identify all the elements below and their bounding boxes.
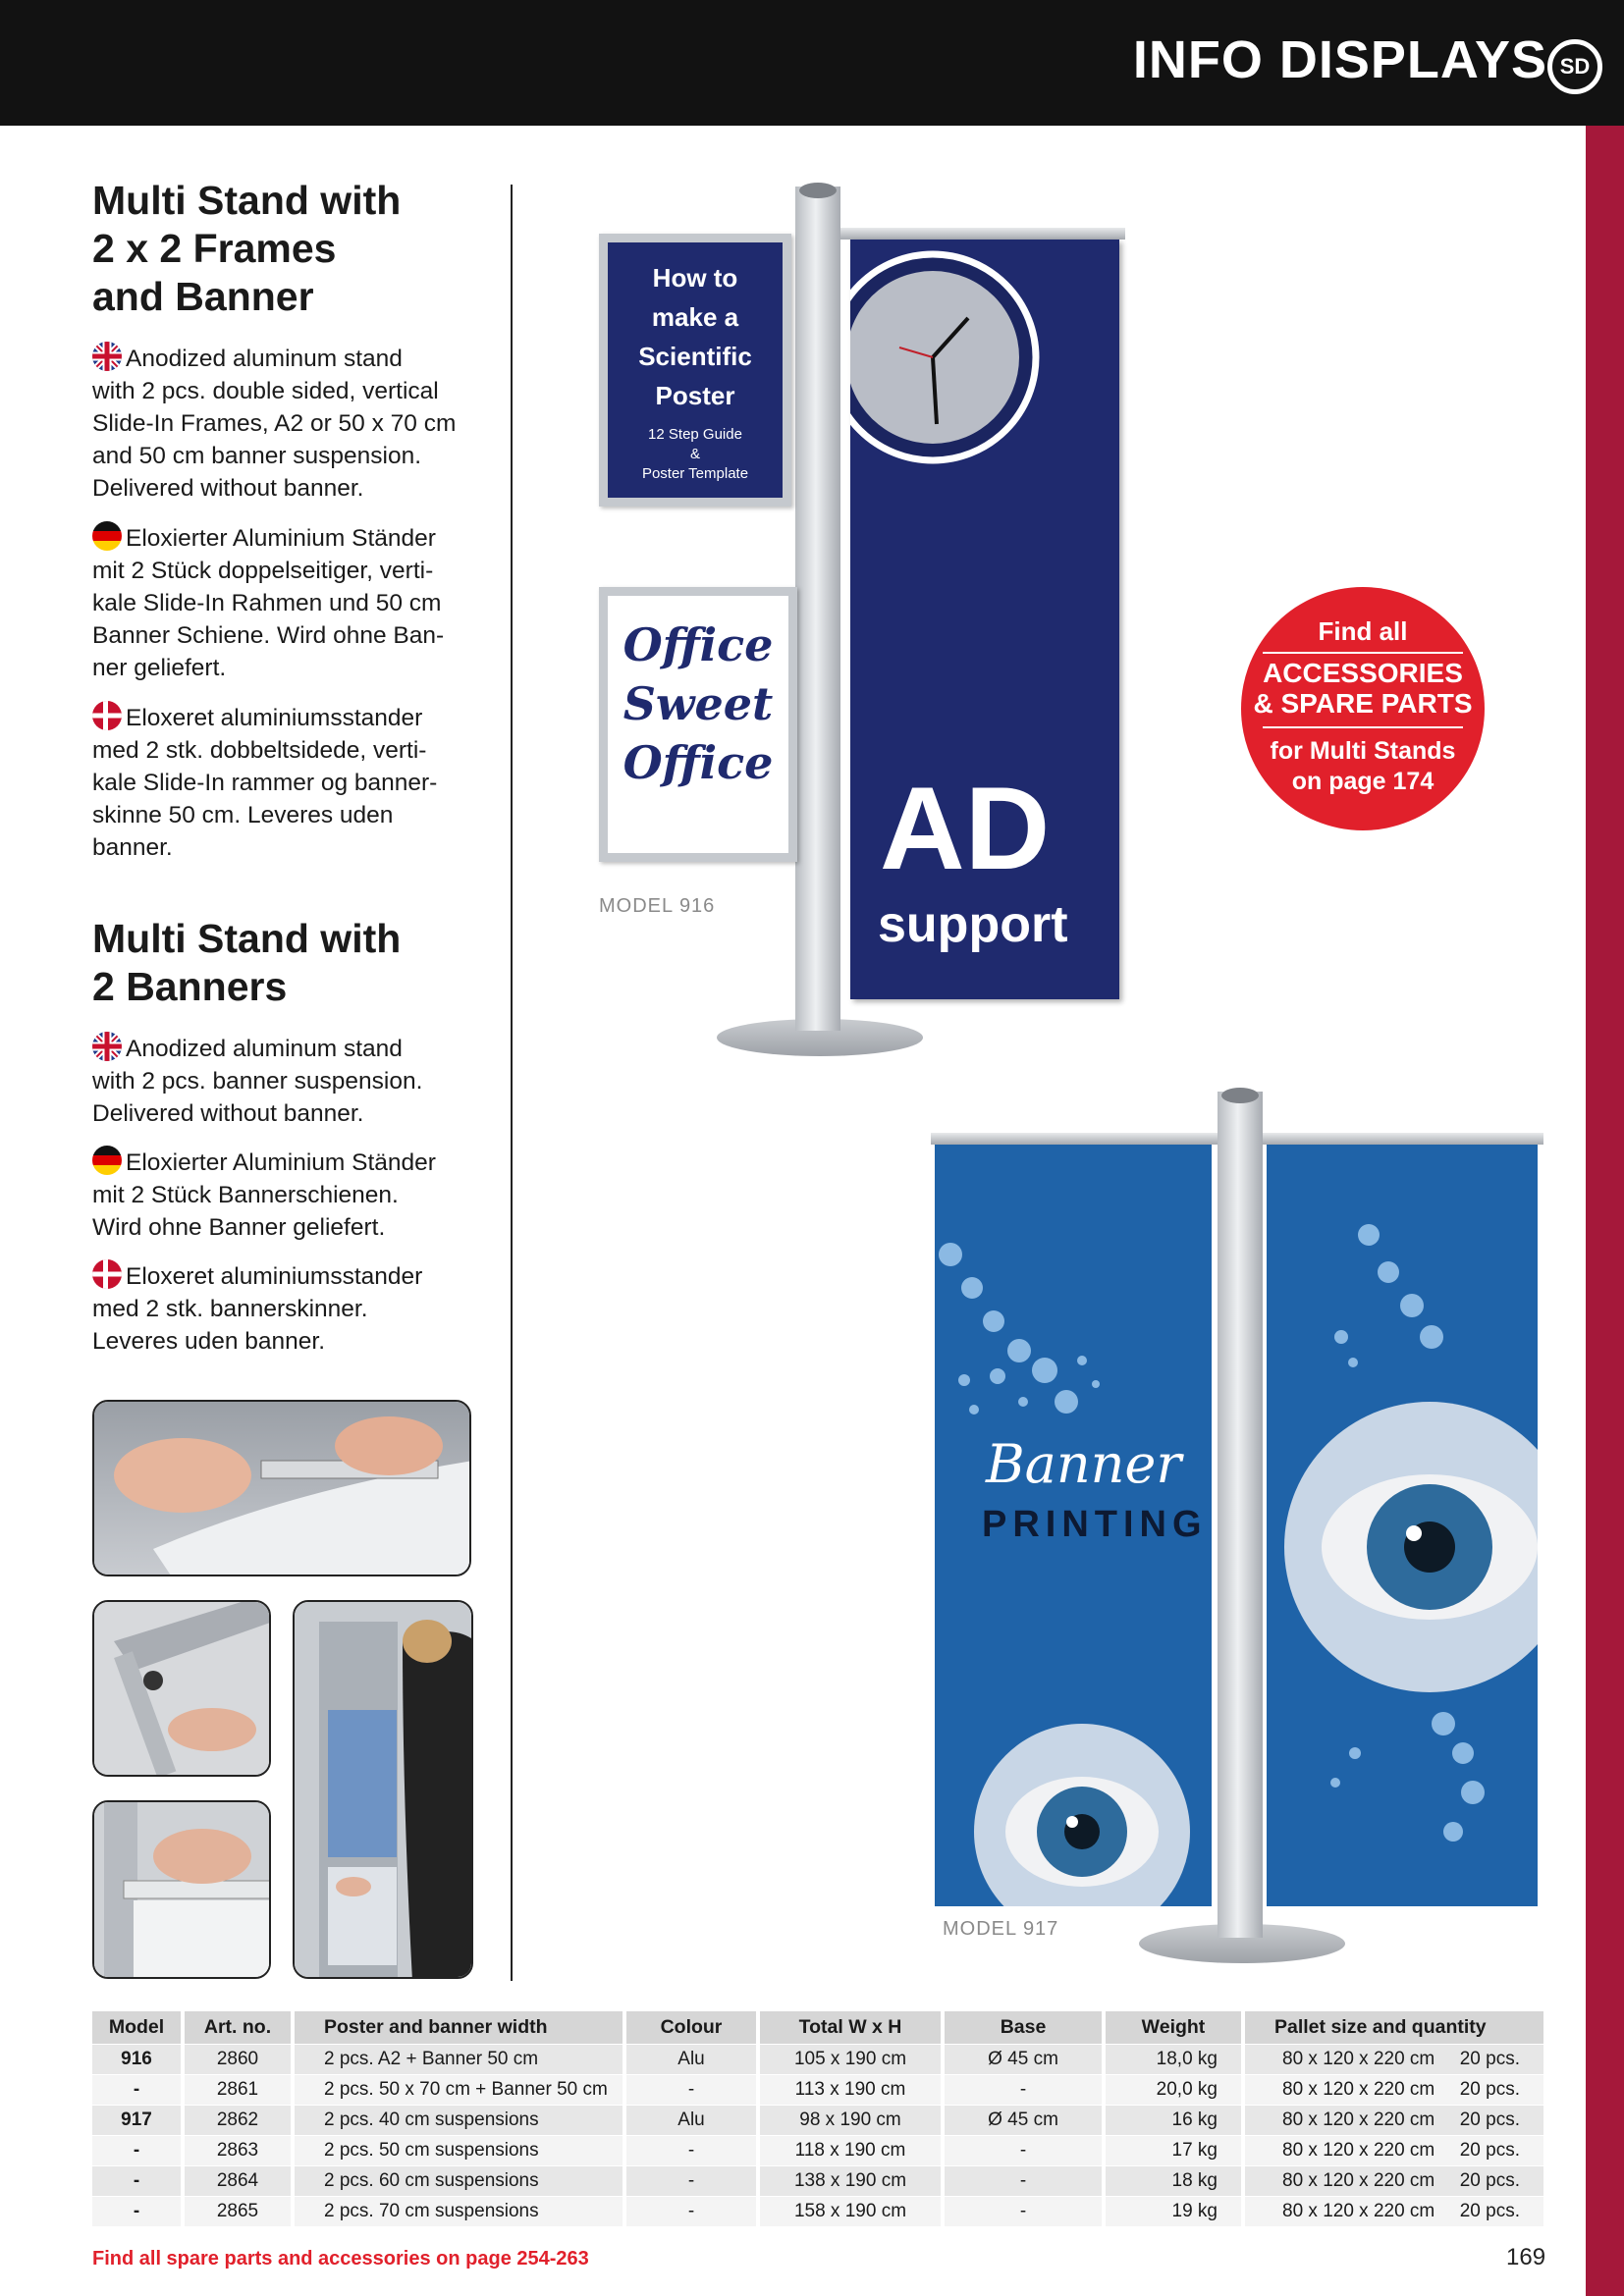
cell-art: 2861	[185, 2074, 295, 2105]
pallet-qty: 20 pcs.	[1459, 2109, 1520, 2130]
description-da-916	[92, 701, 505, 864]
pallet-qty: 20 pcs.	[1459, 2170, 1520, 2191]
pallet-qty: 20 pcs.	[1459, 2201, 1520, 2221]
badge-line: on page 174	[1291, 768, 1435, 795]
cell-base: -	[945, 2135, 1106, 2165]
desc-line: Eloxierter Aluminium Ständer	[126, 525, 436, 552]
pallet-size: 80 x 120 x 220 cm	[1282, 2170, 1435, 2191]
cell-weight: 19 kg	[1106, 2196, 1245, 2226]
cell-base: Ø 45 cm	[945, 2044, 1106, 2074]
cell-colour: Alu	[626, 2044, 760, 2074]
cell-width: 2 pcs. 50 cm suspensions	[295, 2135, 626, 2165]
poster-line: Scientific	[638, 342, 752, 371]
banner-rail-left	[931, 1133, 1218, 1145]
desc-line: banner.	[92, 834, 173, 861]
table-row	[92, 2105, 1547, 2135]
badge-footer	[1241, 736, 1485, 797]
specs-table	[92, 2011, 1547, 2226]
desc-line: kale Slide-In rammer og banner-	[92, 770, 438, 796]
section-title: INFO DISPLAYS	[1132, 30, 1547, 89]
stand-pole	[1218, 1092, 1263, 1938]
desc-line: and 50 cm banner suspension.	[92, 443, 422, 469]
cell-model: -	[92, 2196, 185, 2226]
desc-line: med 2 stk. dobbeltsidede, verti-	[92, 737, 427, 764]
banner-caps-text: PRINTING	[982, 1504, 1208, 1545]
pole-cap	[799, 183, 837, 198]
desc-line: Eloxierter Aluminium Ständer	[126, 1149, 436, 1176]
header-pallet: Pallet size and quantity	[1245, 2011, 1547, 2044]
pallet-size: 80 x 120 x 220 cm	[1282, 2079, 1435, 2100]
desc-line: skinne 50 cm. Leveres uden	[92, 802, 394, 828]
badge-line: & SPARE PARTS	[1253, 688, 1473, 719]
stand-pole	[795, 187, 840, 1031]
cell-total: 158 x 190 cm	[760, 2196, 945, 2226]
product-916-title	[92, 177, 505, 321]
pallet-qty: 20 pcs.	[1459, 2079, 1520, 2100]
cell-total: 113 x 190 cm	[760, 2074, 945, 2105]
cell-weight: 16 kg	[1106, 2105, 1245, 2135]
title-line: 2 Banners	[92, 964, 288, 1009]
cell-pallet	[1245, 2105, 1547, 2135]
cell-total: 118 x 190 cm	[760, 2135, 945, 2165]
poster-subline: &	[689, 446, 700, 462]
model-label-917: MODEL 917	[943, 1918, 1059, 1940]
cell-width: 2 pcs. 60 cm suspensions	[295, 2165, 626, 2196]
banner-rail-right	[1263, 1133, 1543, 1145]
poster-line: Poster	[655, 381, 735, 410]
table-row	[92, 2165, 1547, 2196]
cell-colour: -	[626, 2135, 760, 2165]
cell-colour: Alu	[626, 2105, 760, 2135]
desc-line: mit 2 Stück doppelseitiger, verti-	[92, 558, 434, 584]
cell-base: -	[945, 2074, 1106, 2105]
accessories-badge	[1241, 587, 1485, 830]
poster-frame-top	[599, 234, 791, 507]
description-en-917	[92, 1032, 505, 1130]
clock-graphic	[850, 240, 1119, 465]
detail-photo-banner-clip	[92, 1400, 471, 1576]
description-en-916	[92, 342, 505, 505]
badge-line: for Multi Stands	[1270, 737, 1456, 765]
cell-weight: 17 kg	[1106, 2135, 1245, 2165]
poster-scientific	[608, 242, 783, 498]
cell-width: 2 pcs. A2 + Banner 50 cm	[295, 2044, 626, 2074]
cell-total: 105 x 190 cm	[760, 2044, 945, 2074]
cell-total: 98 x 190 cm	[760, 2105, 945, 2135]
cell-model: -	[92, 2135, 185, 2165]
cell-colour: -	[626, 2165, 760, 2196]
cell-art: 2862	[185, 2105, 295, 2135]
header-total: Total W x H	[760, 2011, 945, 2044]
pallet-qty: 20 pcs.	[1459, 2140, 1520, 2161]
cell-art: 2865	[185, 2196, 295, 2226]
desc-line: Leveres uden banner.	[92, 1328, 326, 1355]
table-row	[92, 2135, 1547, 2165]
desc-line: Eloxeret aluminiumsstander	[126, 705, 423, 731]
product-916-image	[589, 187, 1139, 1070]
desc-line: Eloxeret aluminiumsstander	[126, 1263, 423, 1290]
cell-base: -	[945, 2196, 1106, 2226]
pallet-size: 80 x 120 x 220 cm	[1282, 2201, 1435, 2221]
detail-photo-frame-loading	[293, 1600, 473, 1979]
desc-line: Delivered without banner.	[92, 475, 364, 502]
desc-line: ner geliefert.	[92, 655, 227, 681]
pallet-size: 80 x 120 x 220 cm	[1282, 2049, 1435, 2069]
badge-line: ACCESSORIES	[1263, 658, 1463, 688]
poster-line: make a	[651, 302, 739, 332]
banner-printing-left	[935, 1145, 1212, 1906]
desc-line: Anodized aluminum stand	[126, 346, 403, 372]
detail-photo-frame-corner	[92, 1600, 271, 1777]
brand-logo: SD	[1547, 39, 1602, 94]
product-917-image	[923, 1088, 1551, 1971]
cell-width: 2 pcs. 70 cm suspensions	[295, 2196, 626, 2226]
poster-subline: 12 Step Guide	[648, 426, 742, 443]
poster-line: Office	[623, 736, 774, 789]
badge-line: Find all	[1318, 616, 1408, 646]
desc-line: med 2 stk. bannerskinner.	[92, 1296, 368, 1322]
cell-model: 917	[92, 2105, 185, 2135]
cell-art: 2863	[185, 2135, 295, 2165]
badge-divider	[1263, 652, 1463, 654]
description-da-917	[92, 1259, 505, 1358]
poster-line: How to	[652, 263, 738, 293]
badge-heading	[1241, 658, 1485, 719]
cell-width: 2 pcs. 40 cm suspensions	[295, 2105, 626, 2135]
cell-pallet	[1245, 2165, 1547, 2196]
cell-weight: 20,0 kg	[1106, 2074, 1245, 2105]
germany-flag-icon	[92, 1146, 122, 1175]
badge-divider	[1263, 726, 1463, 728]
denmark-flag-icon	[92, 701, 122, 730]
desc-line: mit 2 Stück Bannerschienen.	[92, 1182, 399, 1208]
model-label-916: MODEL 916	[599, 895, 716, 917]
desc-line: with 2 pcs. double sided, vertical	[92, 378, 439, 404]
description-de-916	[92, 521, 505, 684]
cell-pallet	[1245, 2135, 1547, 2165]
banner-small-text: support	[878, 896, 1068, 953]
table-row	[92, 2074, 1547, 2105]
detail-photo-banner-rail	[92, 1800, 271, 1979]
pallet-qty: 20 pcs.	[1459, 2049, 1520, 2069]
header-weight: Weight	[1106, 2011, 1245, 2044]
poster-frame-bottom	[599, 587, 797, 862]
eye-graphic	[1267, 1145, 1538, 1906]
uk-flag-icon	[92, 1032, 122, 1061]
cell-weight: 18 kg	[1106, 2165, 1245, 2196]
cell-weight: 18,0 kg	[1106, 2044, 1245, 2074]
banner-printing-right	[1267, 1145, 1538, 1906]
header-width: Poster and banner width	[295, 2011, 626, 2044]
uk-flag-icon	[92, 342, 122, 371]
desc-line: Anodized aluminum stand	[126, 1036, 403, 1062]
germany-flag-icon	[92, 521, 122, 551]
desc-line: Banner Schiene. Wird ohne Ban-	[92, 622, 445, 649]
poster-office	[608, 596, 788, 853]
denmark-flag-icon	[92, 1259, 122, 1289]
title-line: 2 x 2 Frames	[92, 226, 337, 271]
cell-pallet	[1245, 2044, 1547, 2074]
cell-base: Ø 45 cm	[945, 2105, 1106, 2135]
cell-art: 2860	[185, 2044, 295, 2074]
table-row	[92, 2196, 1547, 2226]
poster-line: Office	[623, 618, 774, 671]
pole-cap	[1221, 1088, 1259, 1103]
header-colour: Colour	[626, 2011, 760, 2044]
cell-pallet	[1245, 2196, 1547, 2226]
poster-line: Sweet	[623, 677, 774, 730]
cell-model: 916	[92, 2044, 185, 2074]
title-line: and Banner	[92, 274, 314, 319]
banner-big-text: AD	[880, 763, 1051, 894]
cell-pallet	[1245, 2074, 1547, 2105]
column-divider	[511, 185, 513, 1981]
pallet-size: 80 x 120 x 220 cm	[1282, 2140, 1435, 2161]
desc-line: Slide-In Frames, A2 or 50 x 70 cm	[92, 410, 457, 437]
cell-base: -	[945, 2165, 1106, 2196]
header-model: Model	[92, 2011, 185, 2044]
cell-art: 2864	[185, 2165, 295, 2196]
desc-line: kale Slide-In Rahmen und 50 cm	[92, 590, 442, 616]
desc-line: Delivered without banner.	[92, 1100, 364, 1127]
banner-rail	[840, 228, 1125, 240]
desc-line: with 2 pcs. banner suspension.	[92, 1068, 423, 1095]
poster-subline: Poster Template	[641, 465, 749, 482]
cell-colour: -	[626, 2074, 760, 2105]
product-917-title	[92, 915, 505, 1011]
page-number: 169	[1506, 2244, 1546, 2270]
cell-total: 138 x 190 cm	[760, 2165, 945, 2196]
cell-model: -	[92, 2165, 185, 2196]
cell-width: 2 pcs. 50 x 70 cm + Banner 50 cm	[295, 2074, 626, 2105]
banner-script-text: Banner	[986, 1433, 1182, 1495]
description-de-917	[92, 1146, 505, 1244]
banner-ad-support	[850, 240, 1119, 999]
spare-parts-note: Find all spare parts and accessories on page 254-263	[92, 2248, 589, 2269]
pallet-size: 80 x 120 x 220 cm	[1282, 2109, 1435, 2130]
side-color-bar	[1586, 126, 1624, 2296]
table-header-row	[92, 2011, 1547, 2044]
cell-model: -	[92, 2074, 185, 2105]
title-line: Multi Stand with	[92, 178, 402, 223]
desc-line: Wird ohne Banner geliefert.	[92, 1214, 386, 1241]
table-row	[92, 2044, 1547, 2074]
header-art-no: Art. no.	[185, 2011, 295, 2044]
header-base: Base	[945, 2011, 1106, 2044]
cell-colour: -	[626, 2196, 760, 2226]
title-line: Multi Stand with	[92, 916, 402, 961]
